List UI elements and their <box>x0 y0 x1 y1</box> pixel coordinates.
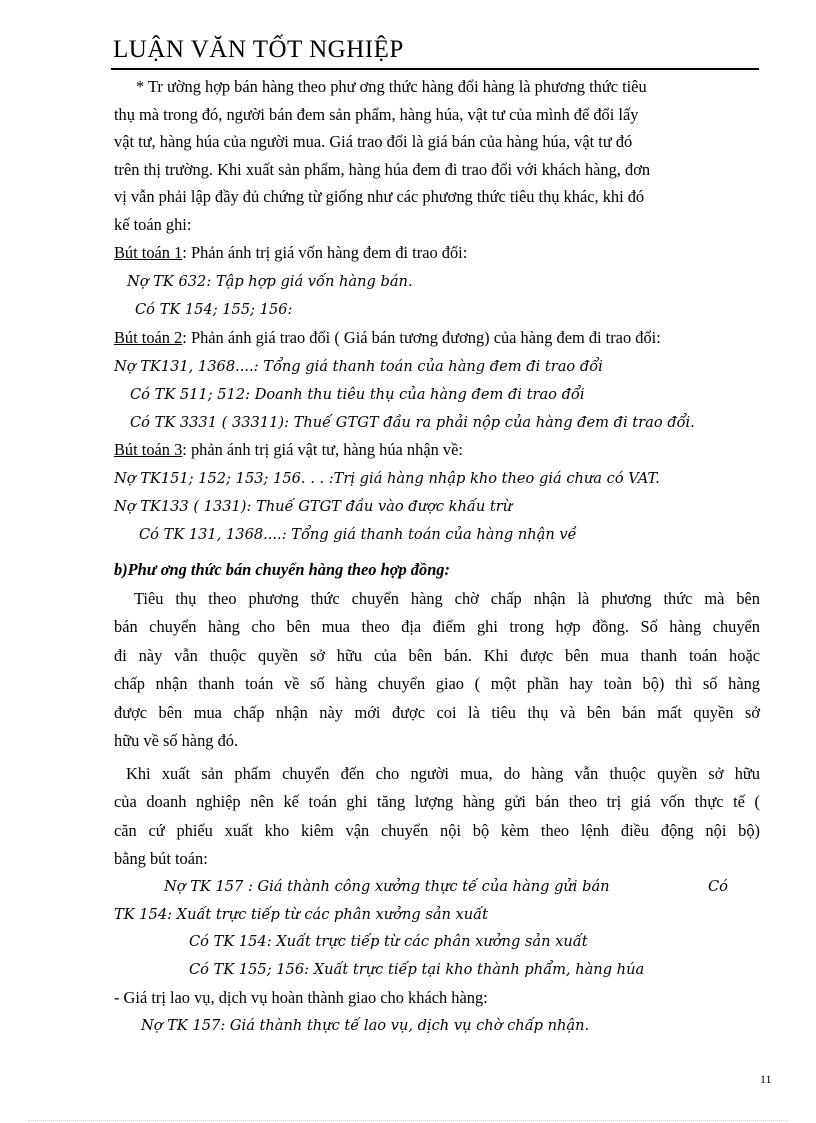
entry1-text: : Phản ánh trị giá vốn hàng đem đi trao đổi: <box>182 243 468 262</box>
para2-line: được bên mua chấp nhận này mới được coi là tiêu thụ và bên bán mất quyền sở <box>114 703 760 722</box>
entry1-label: Bút toán 1 <box>114 243 183 262</box>
page-number: 11 <box>760 1072 772 1086</box>
para3-line: bằng bút toán: <box>114 849 208 868</box>
para1-line: vị vẫn phải lập đầy đủ chứng từ giống như các phương thức tiêu thụ khác, khi đó <box>114 187 645 206</box>
entry3-line: Nợ TK151; 152; 153; 156. . . :Trị giá hàng nhập kho theo giá chưa có VAT. <box>114 470 660 487</box>
para2-line: Tiêu thụ theo phương thức chuyển hàng chờ chấp nhận là phương thức mà bên <box>134 589 760 608</box>
entry3-label: Bút toán 3 <box>114 440 183 459</box>
para1-line: * Tr ường hợp bán hàng theo phư ơng thức hàng đổi hàng là phương thức tiêu <box>136 77 647 96</box>
entry4-line4: Có TK 155; 156: Xuất trực tiếp tại kho thành phẩm, hàng húa <box>189 961 645 978</box>
para3-line: của doanh nghiệp nên kế toán ghi tăng lượng hàng gửi bán theo trị giá vốn thực tế ( <box>114 792 760 811</box>
entry4-line2: TK 154: Xuất trực tiếp từ các phân xưởng sản xuất <box>114 906 488 923</box>
entry3-line: Nợ TK133 ( 1331): Thuế GTGT đầu vào được khấu trừ <box>114 498 513 515</box>
section-b-colon: : <box>444 560 450 579</box>
entry3-text: : phản ánh trị giá vật tư, hàng húa nhận về: <box>182 440 463 459</box>
entry1-line: Nợ TK 632: Tập hợp giá vốn hàng bán. <box>127 273 413 290</box>
footer-divider <box>28 1120 788 1121</box>
entry3-heading <box>114 440 463 460</box>
service-line2: Nợ TK 157: Giá thành thực tế lao vụ, dịch vụ chờ chấp nhận. <box>141 1017 590 1034</box>
section-b-heading-text: b)Phư ơng thức bán chuyển hàng theo hợp đồng <box>114 560 445 579</box>
entry2-label: Bút toán 2 <box>114 328 183 347</box>
entry1-heading <box>114 243 467 263</box>
entry2-text: : Phản ánh giá trao đổi ( Giá bán tương đương) của hàng đem đi trao đổi: <box>182 328 661 347</box>
entry2-heading <box>114 328 661 348</box>
para2-line: chấp nhận thanh toán về số hàng chuyển giao ( một phần hay toàn bộ) thì số hàng <box>114 674 760 693</box>
section-b-heading <box>114 560 450 580</box>
para3-line: Khi xuất sản phẩm chuyển đến cho người mua, do hàng vẫn thuộc quyền sở hữu <box>126 764 760 783</box>
entry1-line: Có TK 154; 155; 156: <box>135 301 293 318</box>
para2-line: đi này vẫn thuộc quyền sở hữu của bên bán. Khi được bên mua thanh toán hoặc <box>114 646 760 665</box>
para1-line: thụ mà trong đó, người bán đem sản phẩm, hàng húa, vật tư của mình để đổi lấy <box>114 105 639 124</box>
para2-line: bán chuyển hàng cho bên mua theo địa điểm ghi trong hợp đồng. Số hàng chuyển <box>114 617 760 636</box>
para1-line: trên thị trường. Khi xuất sản phẩm, hàng húa đem đi trao đổi với khách hàng, đơn <box>114 160 651 179</box>
para2-line: hữu về số hàng đó. <box>114 731 239 750</box>
entry2-line: Nợ TK131, 1368....: Tổng giá thanh toán của hàng đem đi trao đổi <box>114 358 603 375</box>
entry2-line: Có TK 3331 ( 33311): Thuế GTGT đầu ra phải nộp của hàng đem đi trao đổi. <box>130 414 695 431</box>
document-header-title: LUẬN VĂN TỐT NGHIỆP <box>113 36 404 63</box>
entry3-line: Có TK 131, 1368....: Tổng giá thanh toán của hàng nhận về <box>139 526 577 543</box>
para1-line: vật tư, hàng húa của người mua. Giá trao đổi là giá bán của hàng húa, vật tư đó <box>114 132 633 151</box>
para3-line: căn cứ phiếu xuất kho kiêm vận chuyển nội bộ kèm theo lệnh điều động nội bộ) <box>114 821 760 840</box>
entry2-line: Có TK 511; 512: Doanh thu tiêu thụ của hàng đem đi trao đổi <box>130 386 585 403</box>
para1-line: kế toán ghi: <box>114 215 192 234</box>
header-rule <box>111 68 759 70</box>
entry4-line3: Có TK 154: Xuất trực tiếp từ các phân xưởng sản xuất <box>189 933 588 950</box>
entry4-line1-tail: Có <box>708 878 728 895</box>
entry4-line1: Nợ TK 157 : Giá thành công xưởng thực tế của hàng gửi bán <box>164 878 610 895</box>
service-line1: - Giá trị lao vụ, dịch vụ hoàn thành giao cho khách hàng: <box>114 988 488 1007</box>
